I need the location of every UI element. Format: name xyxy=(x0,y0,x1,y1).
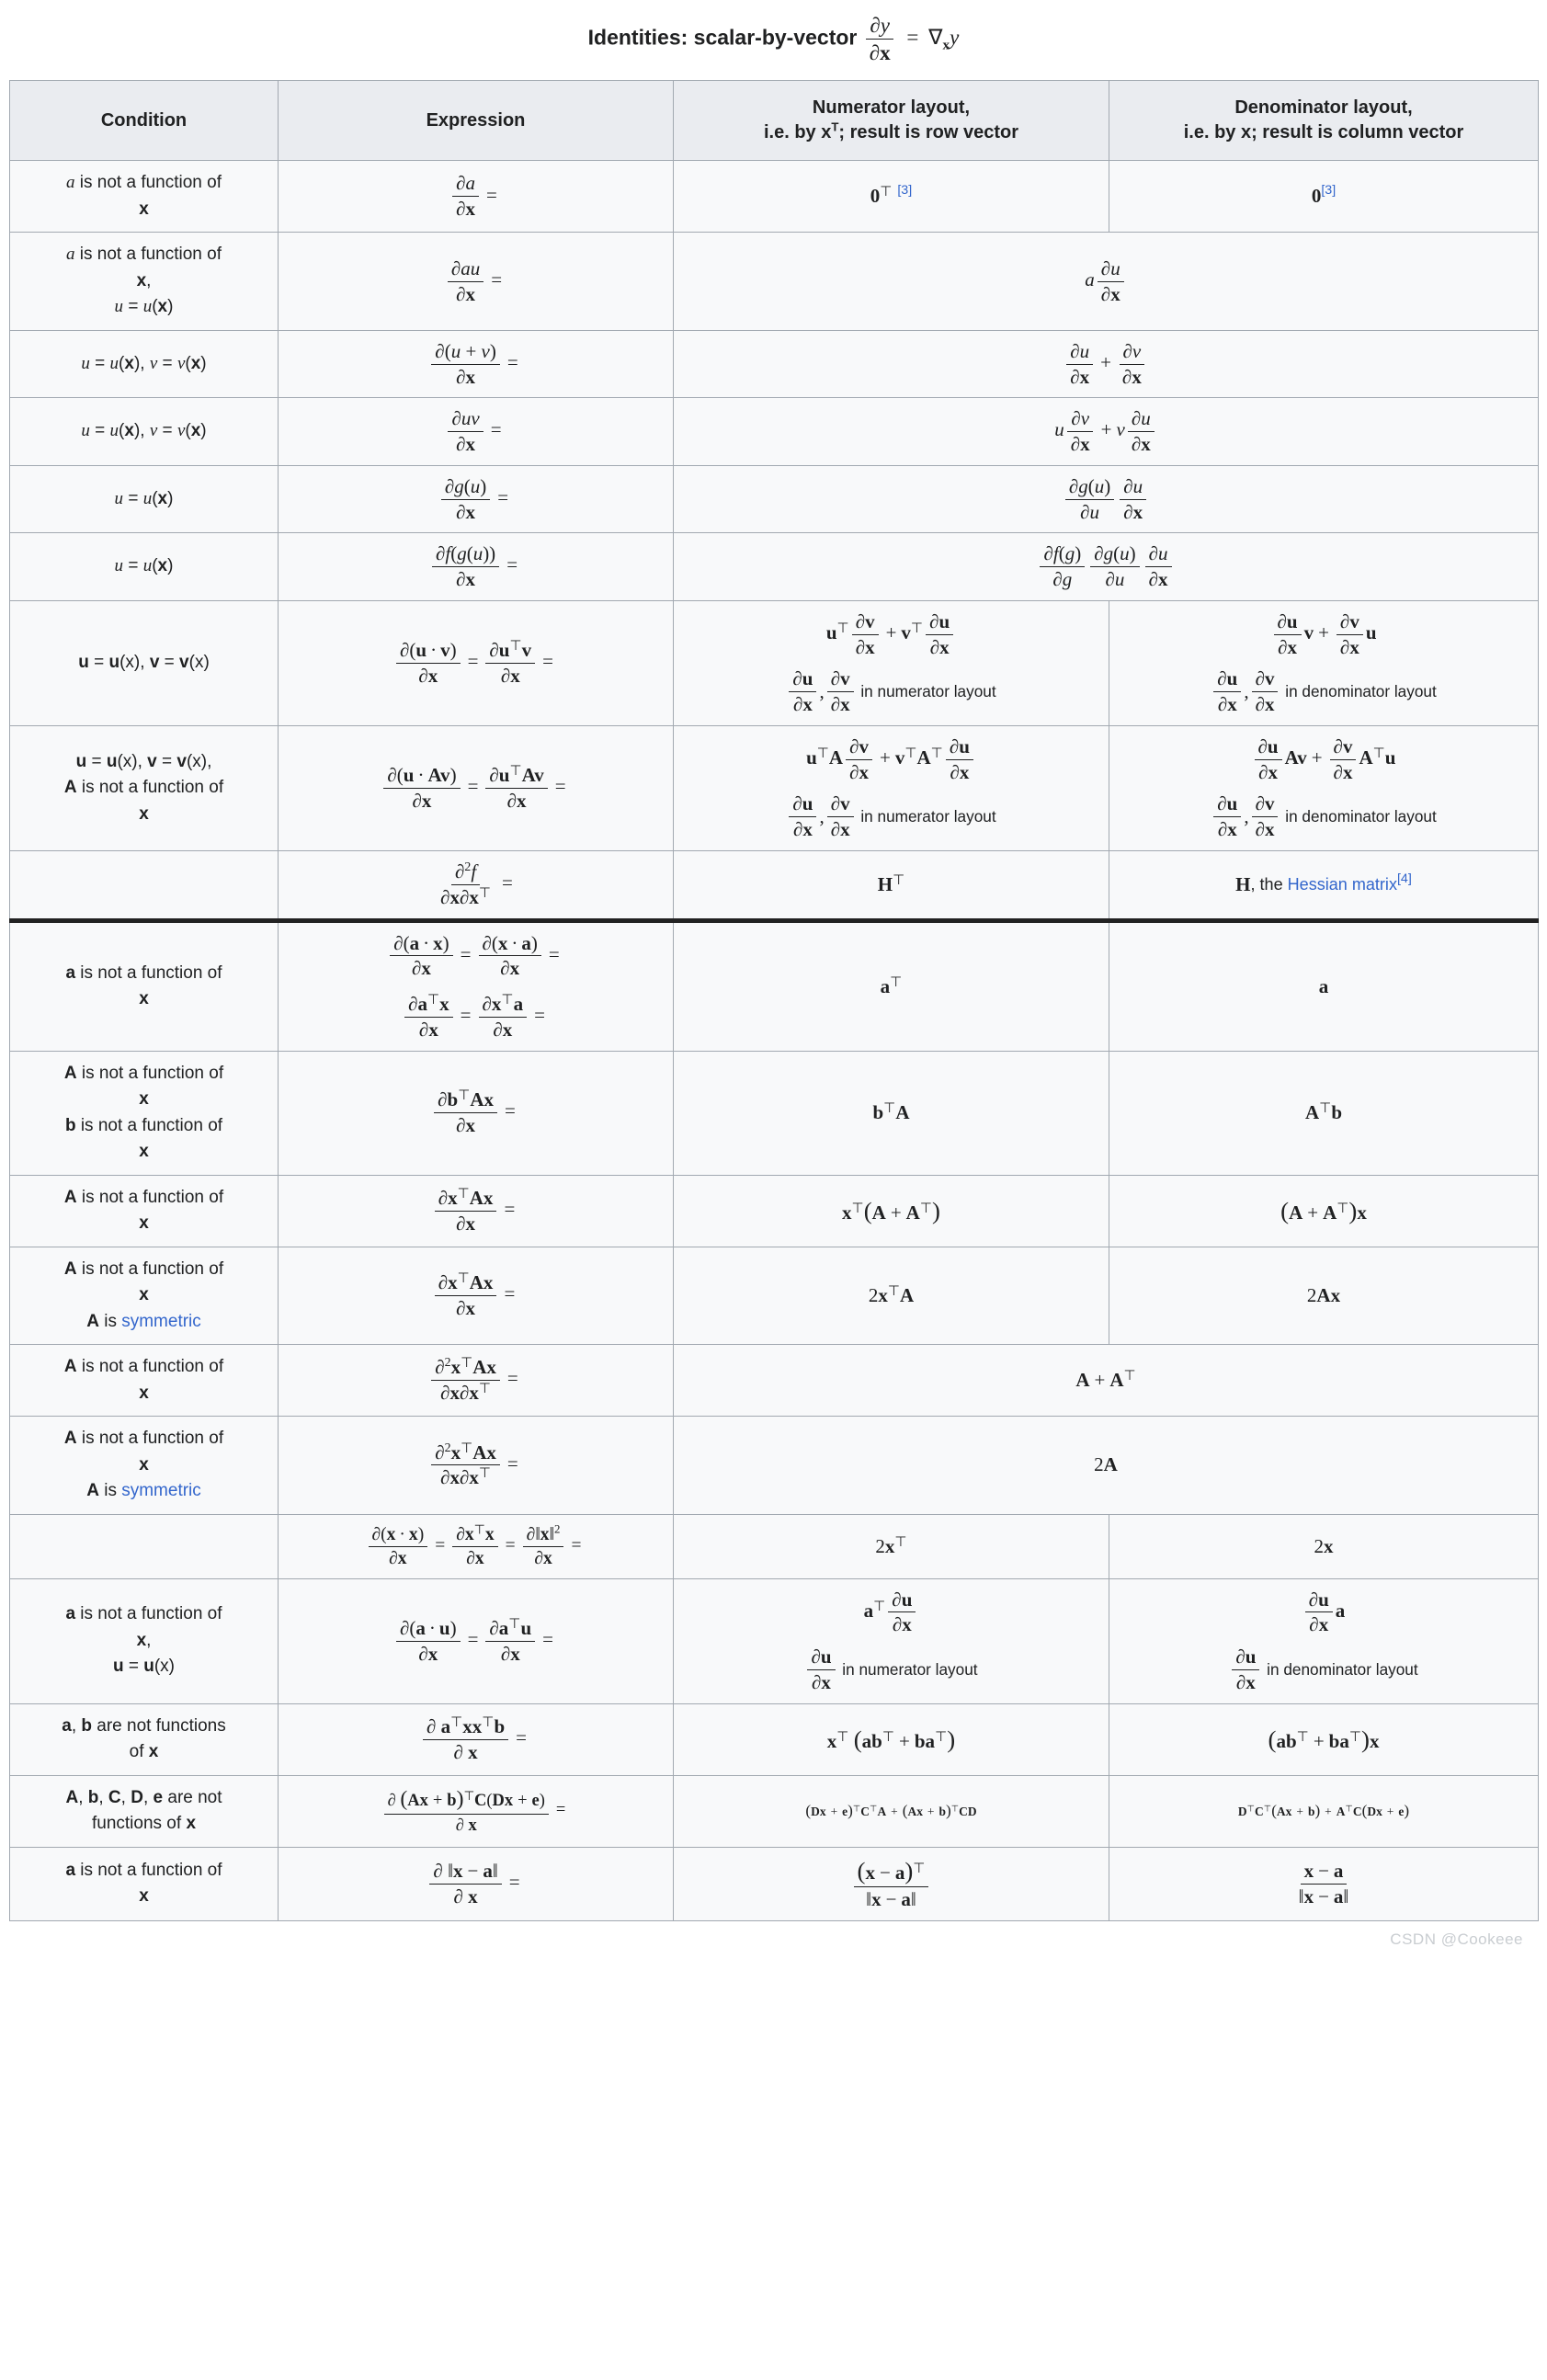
row-denominator-result: a xyxy=(1109,920,1539,1051)
row-merged-result: $\frac{\partial u}{\partial x}$ + $\frac{\partial v}{\partial x}$ xyxy=(674,330,1539,398)
row-condition: A is not a function of x xyxy=(10,1345,279,1417)
row-condition: A is not a function of x A is symmetric xyxy=(10,1417,279,1515)
hessian-matrix-link[interactable]: Hessian matrix xyxy=(1287,874,1397,894)
row-numerator-result: H⊤ xyxy=(674,851,1109,921)
row-expression: $\frac{\partial b^⊤Ax}{\partial x}$ = xyxy=(279,1051,674,1175)
table-row xyxy=(10,233,1539,331)
row-condition: u = u(x) xyxy=(10,465,279,533)
row-expression: $\frac{\partial(u + v)}{\partial x}$ = xyxy=(279,330,674,398)
row-expression: $\frac{\partial au}{\partial x}$ = xyxy=(279,233,674,331)
table-row xyxy=(10,725,1539,850)
row-condition: A is not a function of x xyxy=(10,1175,279,1247)
row-denominator-result: $\frac{\partial u}{\partial x}$ Av + $\frac{\partial v}{\partial x}$ A⊤u $\frac{\partial u}{\partial x}$ , $\frac{\partial v}{\partial x}$ in denominator layout xyxy=(1109,725,1539,850)
table-row xyxy=(10,600,1539,725)
table-row xyxy=(10,1847,1539,1920)
header-denominator-line1: Denominator layout, xyxy=(1234,97,1413,119)
row-denominator-result: 2x xyxy=(1109,1514,1539,1578)
row-expression: $\frac{\partial uv}{\partial x}$ = xyxy=(279,398,674,466)
row-numerator-result: u⊤A $\frac{\partial v}{\partial x}$ + v⊤A⊤ $\frac{\partial u}{\partial x}$ $\frac{\partial u}{\partial x}$ , $\frac{\partial v}{\partial x}$ in numerator layout xyxy=(674,725,1109,850)
identities-table xyxy=(9,80,1539,1921)
row-denominator-result: (ab⊤ + ba⊤)x xyxy=(1109,1703,1539,1775)
header-denominator-layout xyxy=(1109,81,1539,161)
page-title xyxy=(0,0,1547,80)
table-row xyxy=(10,1247,1539,1345)
row-expression: $\frac{\partial(u \cdot Av)}{\partial x}$ = $\frac{\partial u^⊤Av}{\partial x}$ = xyxy=(279,725,674,850)
row-numerator-result: a⊤ $\frac{\partial u}{\partial x}$ $\frac{\partial u}{\partial x}$ in numerator layout xyxy=(674,1578,1109,1703)
symmetric-link[interactable]: symmetric xyxy=(121,1311,201,1331)
row-denominator-result: $\frac{x - a}{‖x - a‖}$ xyxy=(1109,1847,1539,1920)
row-merged-result: a $\frac{\partial u}{\partial x}$ xyxy=(674,233,1539,331)
table-row xyxy=(10,1703,1539,1775)
row-merged-result: u $\frac{\partial v}{\partial x}$ + v $\frac{\partial u}{\partial x}$ xyxy=(674,398,1539,466)
row-condition: a, b are not functions of x xyxy=(10,1703,279,1775)
table-row xyxy=(10,465,1539,533)
symmetric-link[interactable]: symmetric xyxy=(121,1481,201,1501)
row-expression: $\frac{\partial x^⊤Ax}{\partial x}$ = xyxy=(279,1175,674,1247)
table-row xyxy=(10,533,1539,601)
header-numerator-line1: Numerator layout, xyxy=(812,97,971,119)
row-expression: $\frac{\partial^2x^⊤Ax}{\partial x\partial x^⊤}$ = xyxy=(279,1417,674,1515)
header-condition: Condition xyxy=(10,81,279,161)
row-denominator-result: D⊤C⊤(Ax + b) + A⊤C(Dx + e) xyxy=(1109,1775,1539,1847)
row-expression: $\frac{\partial(x \cdot x)}{\partial x}$ = $\frac{\partial x^⊤x}{\partial x}$ = $\frac{\partial‖x‖^2}{\partial x}$ = xyxy=(279,1514,674,1578)
row-condition: a is not a function of x, u = u(x) xyxy=(10,233,279,331)
row-expression: $\frac{\partial^2x^⊤Ax}{\partial x\partial x^⊤}$ = xyxy=(279,1345,674,1417)
table-row xyxy=(10,161,1539,233)
table-row xyxy=(10,1345,1539,1417)
row-denominator-result: $\frac{\partial u}{\partial x}$ a $\frac{\partial u}{\partial x}$ in denominator layout xyxy=(1109,1578,1539,1703)
row-denominator-result: 2Ax xyxy=(1109,1247,1539,1345)
table-row xyxy=(10,1175,1539,1247)
caption-text: Identities: scalar-by-vector xyxy=(587,25,858,50)
row-numerator-result: x⊤(A + A⊤) xyxy=(674,1175,1109,1247)
row-denominator-result: H, the Hessian matrix[4] xyxy=(1109,851,1539,921)
table-row xyxy=(10,398,1539,466)
row-expression: $\frac{\partial g(u)}{\partial x}$ = xyxy=(279,465,674,533)
row-expression: $\frac{\partial ‖x - a‖}{\partial x}$ = xyxy=(279,1847,674,1920)
row-condition: A is not a function of x A is symmetric xyxy=(10,1247,279,1345)
header-expression: Expression xyxy=(279,81,674,161)
table-row xyxy=(10,1417,1539,1515)
row-condition: A is not a function of x b is not a function of x xyxy=(10,1051,279,1175)
row-condition: a is not a function of x xyxy=(10,1847,279,1920)
table-row xyxy=(10,851,1539,921)
row-expression: $\frac{\partial(u \cdot v)}{\partial x}$ = $\frac{\partial u^⊤v}{\partial x}$ = xyxy=(279,600,674,725)
watermark: CSDN @Cookeee xyxy=(1390,1930,1523,1949)
header-denominator-line2: i.e. by x; result is column vector xyxy=(1183,122,1464,143)
row-expression: $\frac{\partial(a \cdot x)}{\partial x}$ = $\frac{\partial(x \cdot a)}{\partial x}$ = $\frac{\partial a^⊤x}{\partial x}$ = $\frac{\partial x^⊤a}{\partial x}$ = xyxy=(279,920,674,1051)
header-numerator-line2: i.e. by $x^T$; result is row vector xyxy=(763,120,1019,143)
row-numerator-result: b⊤A xyxy=(674,1051,1109,1175)
row-expression: $\frac{\partial a^⊤xx^⊤b}{\partial x}$ = xyxy=(279,1703,674,1775)
row-condition: a is not a function of x xyxy=(10,920,279,1051)
table-row xyxy=(10,330,1539,398)
row-merged-result: $\frac{\partial f(g)}{\partial g}$ $\frac{\partial g(u)}{\partial u}$ $\frac{\partial u}{\partial x}$ xyxy=(674,533,1539,601)
row-condition: u = u(x) xyxy=(10,533,279,601)
row-denominator-result: A⊤b xyxy=(1109,1051,1539,1175)
row-merged-result: $\frac{\partial g(u)}{\partial u}$ $\frac{\partial u}{\partial x}$ xyxy=(674,465,1539,533)
row-condition: A, b, C, D, e are not functions of x xyxy=(10,1775,279,1847)
row-condition: u = u(x), v = v(x) xyxy=(10,330,279,398)
row-denominator-result: (A + A⊤)x xyxy=(1109,1175,1539,1247)
row-expression: $\frac{\partial^2f}{\partial x\partial x^⊤}$ = xyxy=(279,851,674,921)
row-condition: u = u(x), v = v(x), A is not a function of x xyxy=(10,725,279,850)
row-numerator-result: a⊤ xyxy=(674,920,1109,1051)
row-numerator-result: 0⊤ [3] xyxy=(674,161,1109,233)
row-expression: $\frac{\partial a}{\partial x}$ = xyxy=(279,161,674,233)
row-denominator-result: 0[3] xyxy=(1109,161,1539,233)
row-condition: a is not a function of x, u = u(x) xyxy=(10,1578,279,1703)
row-numerator-result: u⊤ $\frac{\partial v}{\partial x}$ + v⊤ $\frac{\partial u}{\partial x}$ $\frac{\partial u}{\partial x}$ , $\frac{\partial v}{\partial x}$ in numerator layout xyxy=(674,600,1109,725)
row-numerator-result: 2x⊤ xyxy=(674,1514,1109,1578)
row-condition: a is not a function of x xyxy=(10,161,279,233)
table-header-row xyxy=(10,81,1539,161)
row-expression: $\frac{\partial (Ax + b)^⊤C(Dx + e)}{\partial x}$ = xyxy=(279,1775,674,1847)
caption-formula: $\frac{\partial y}{\partial x}$ = $\nabla_xy$ xyxy=(863,13,960,65)
row-numerator-result: (Dx + e)⊤C⊤A + (Ax + b)⊤CD xyxy=(674,1775,1109,1847)
row-expression: $\frac{\partial(a \cdot u)}{\partial x}$ = $\frac{\partial a^⊤u}{\partial x}$ = xyxy=(279,1578,674,1703)
row-condition xyxy=(10,851,279,921)
row-condition xyxy=(10,1514,279,1578)
header-numerator-layout xyxy=(674,81,1109,161)
row-condition: u = u(x), v = v(x) xyxy=(10,398,279,466)
row-merged-result: 2A xyxy=(674,1417,1539,1515)
row-numerator-result: x⊤ (ab⊤ + ba⊤) xyxy=(674,1703,1109,1775)
table-row xyxy=(10,920,1539,1051)
row-denominator-result: $\frac{\partial u}{\partial x}$ v + $\frac{\partial v}{\partial x}$ u $\frac{\partial u}{\partial x}$ , $\frac{\partial v}{\partial x}$ in denominator layout xyxy=(1109,600,1539,725)
row-numerator-result: 2x⊤A xyxy=(674,1247,1109,1345)
row-expression: $\frac{\partial x^⊤Ax}{\partial x}$ = xyxy=(279,1247,674,1345)
row-condition: u = u(x), v = v(x) xyxy=(10,600,279,725)
row-merged-result: A + A⊤ xyxy=(674,1345,1539,1417)
table-row xyxy=(10,1514,1539,1578)
row-numerator-result: $\frac{(x - a)^⊤}{‖x - a‖}$ xyxy=(674,1847,1109,1920)
table-row xyxy=(10,1051,1539,1175)
row-expression: $\frac{\partial f(g(u))}{\partial x}$ = xyxy=(279,533,674,601)
table-row xyxy=(10,1578,1539,1703)
table-row xyxy=(10,1775,1539,1847)
